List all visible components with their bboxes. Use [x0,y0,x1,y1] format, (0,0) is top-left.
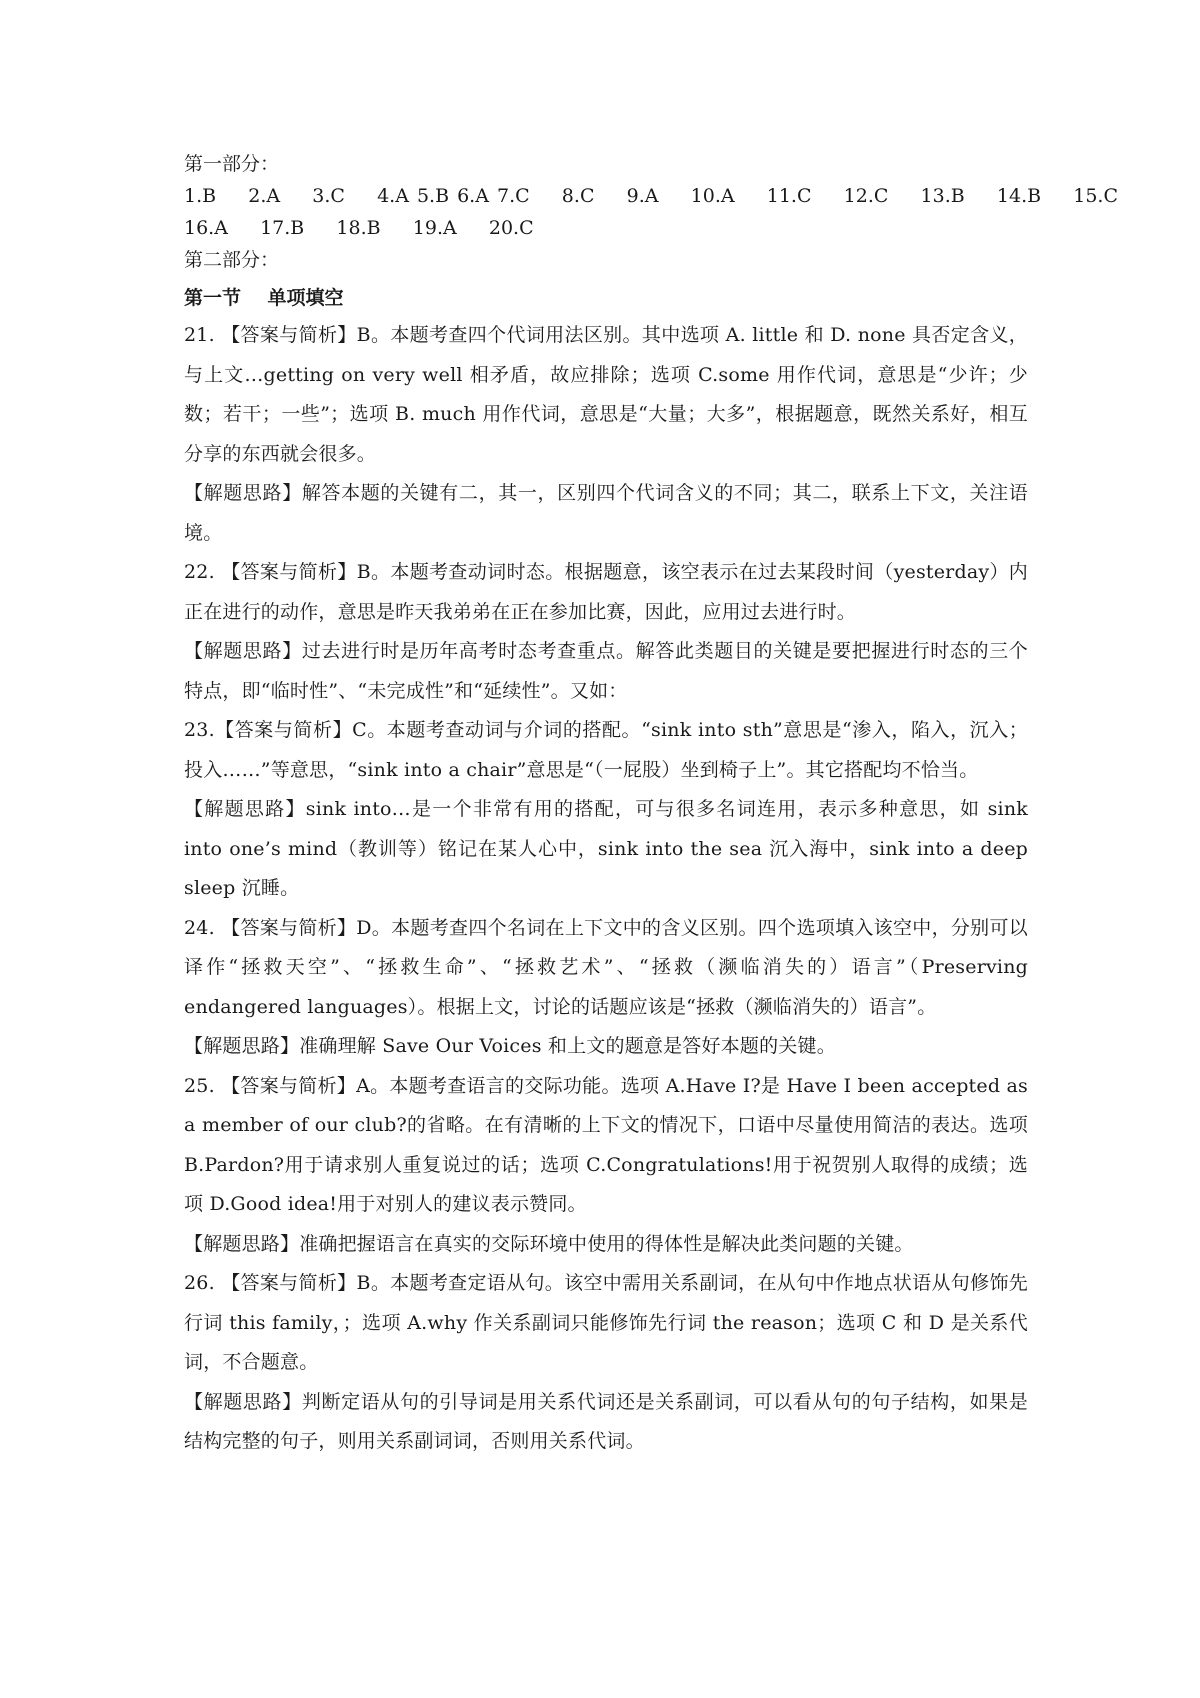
item-23-tip: 【解题思路】sink into…是一个非常有用的搭配，可与很多名词连用，表示多种意思，如 sink into one’s mind（教训等）铭记在某人心中，sink into the sea 沉入海中，sink into a deep sleep 沉睡。 [184,798,1028,899]
item-22-tip: 【解题思路】过去进行时是历年高考时态考查重点。解答此类题目的关键是要把握进行时态的三个特点，即“临时性”、“未完成性”和“延续性”。又如： [184,640,1028,702]
item-21-explanation: 21. 【答案与简析】B。本题考查四个代词用法区别。其中选项 A. little 和 D. none 具否定含义，与上文…getting on very well 相矛盾，故应排除；选项 C.some 用作代词，意思是“少许；少数；若干；一些”；选项 B. much 用作代词，意思是“大量；大多”，根据题意，既然关系好，相互分享的东西就会很多。 [184,324,1028,465]
answers-line-2: 16.A 17.B 18.B 19.A 20.C [184,217,534,239]
item-26-explanation: 26. 【答案与简析】B。本题考查定语从句。该空中需用关系副词，在从句中作地点状语从句修饰先行词 this family，；选项 A.why 作关系副词只能修饰先行词 the reason；选项 C 和 D 是关系代词，不合题意。 [184,1272,1028,1373]
item-22-explanation: 22. 【答案与简析】B。本题考查动词时态。根据题意，该空表示在过去某段时间（yesterday）内正在进行的动作，意思是昨天我弟弟在正在参加比赛，因此，应用过去进行时。 [184,561,1028,623]
item-26-tip: 【解题思路】判断定语从句的引导词是用关系代词还是关系副词，可以看从句的句子结构，如果是结构完整的句子，则用关系副词词，否则用关系代词。 [184,1390,1028,1452]
item-24-explanation: 24. 【答案与简析】D。本题考查四个名词在上下文中的含义区别。四个选项填入该空中，分别可以译作“拯救天空”、“拯救生命”、“拯救艺术”、“拯救（濒临消失的）语言”（Preserving endangered languages）。根据上文，讨论的话题应该是“拯救（濒临消失的）语言”。 [184,916,1028,1018]
section-title: 第一节 单项填空 [184,287,344,309]
part2-title: 第二部分： [184,249,280,271]
part1-title: 第一部分： [184,153,280,175]
answers-line-1: 1.B 2.A 3.C 4.A 5.B 6.A 7.C 8.C 9.A 10.A 11.C 12.C 13.B 14.B 15.C [184,185,1118,207]
item-25-explanation: 25. 【答案与简析】A。本题考查语言的交际功能。选项 A.Have I?是 Have I been accepted as a member of our club?的省略。在有清晰的上下文的情况下，口语中尽量使用简洁的表达。选项 B.Pardon?用于请求别人重复说过的话；选项 C.Congratulations!用于祝贺别人取得的成绩；选项 D.Good idea!用于对别人的建议表示赞同。 [184,1074,1028,1215]
answer-document [184,148,1118,1462]
item-21-tip: 【解题思路】解答本题的关键有二，其一，区别四个代词含义的不同；其二，联系上下文，关注语境。 [184,482,1028,544]
item-23-explanation: 23.【答案与简析】C。本题考查动词与介词的搭配。“sink into sth”意思是“渗入，陷入，沉入；投入……”等意思，“sink into a chair”意思是“（一屁股）坐到椅子上”。其它搭配均不恰当。 [184,719,1028,781]
item-24-tip: 【解题思路】准确理解 Save Our Voices 和上文的题意是答好本题的关键。 [184,1035,836,1057]
item-25-tip: 【解题思路】准确把握语言在真实的交际环境中使用的得体性是解决此类问题的关键。 [184,1232,914,1255]
